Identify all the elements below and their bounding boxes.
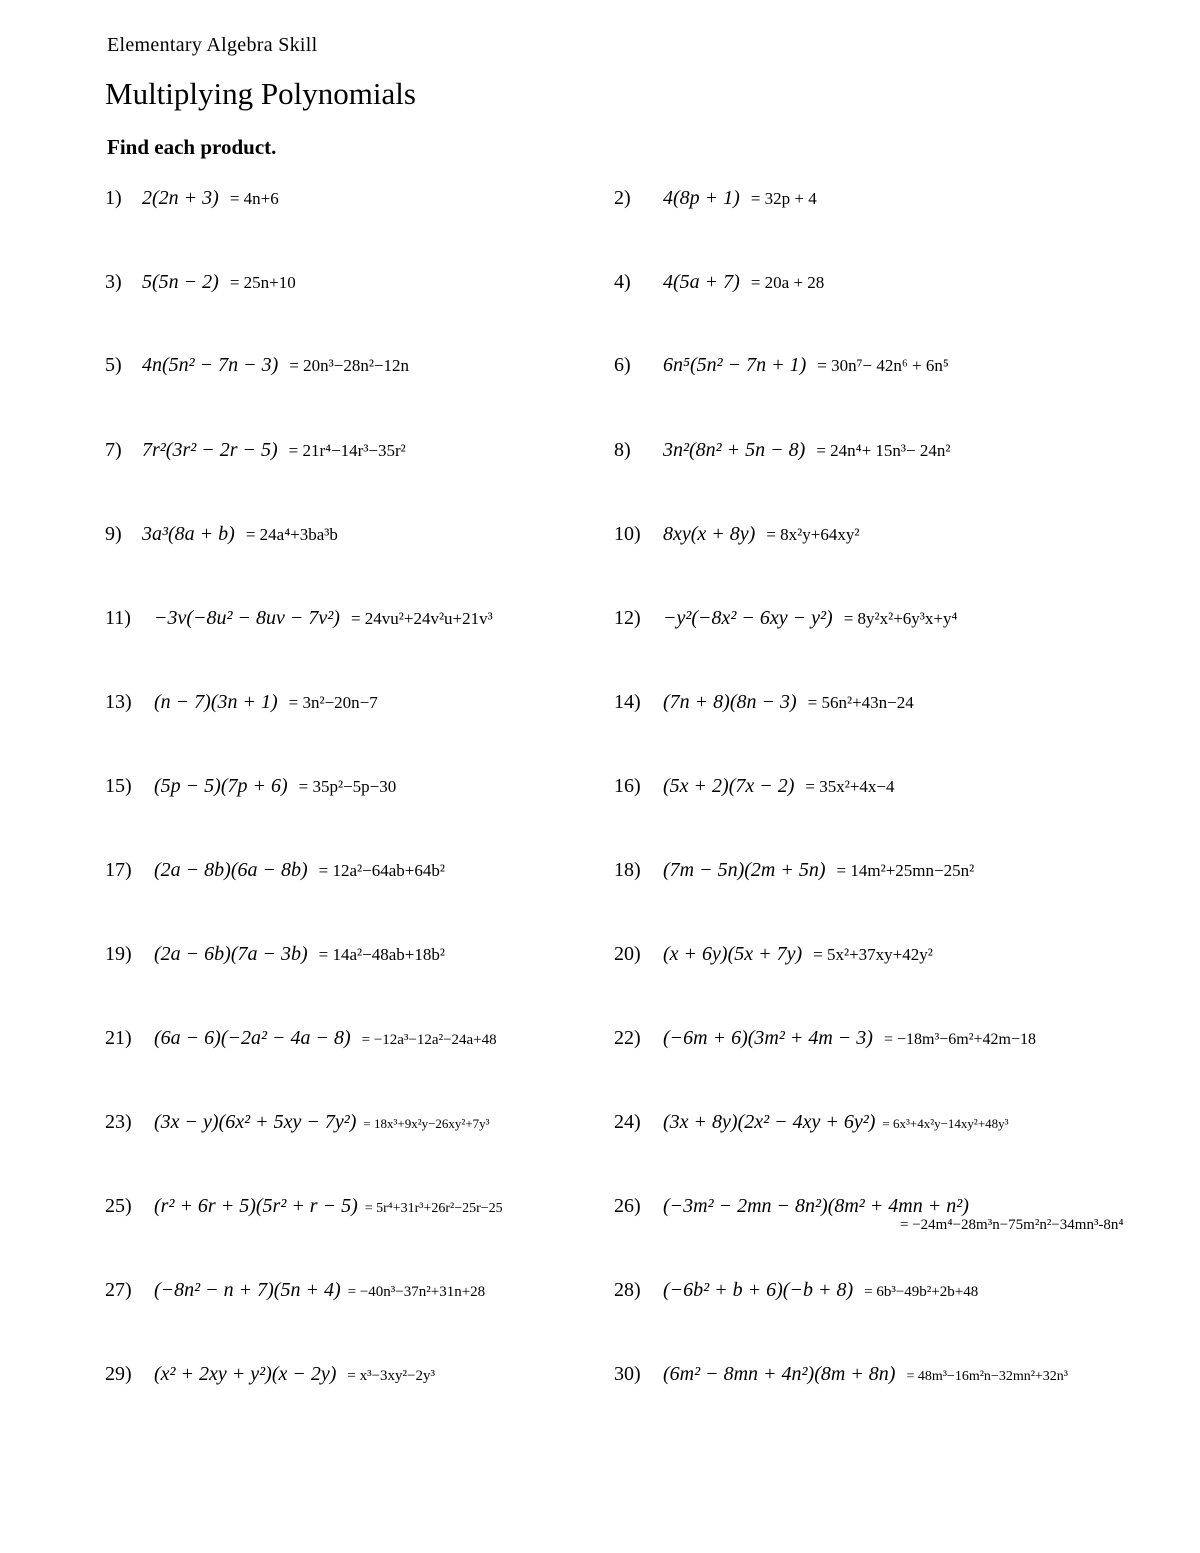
- problem-13: [105, 690, 378, 715]
- problem-answer: = 5x²+37xy+42y²: [813, 945, 933, 964]
- problem-answer: = 6b³−49b²+2b+48: [864, 1284, 979, 1300]
- problem-14: [614, 690, 914, 715]
- problem-number: 18): [614, 859, 641, 881]
- problem-answer: = 24n⁴+ 15n³− 24n²: [816, 441, 951, 460]
- problem-question: 4(5a + 7): [663, 271, 740, 293]
- problem-2: [614, 186, 817, 211]
- problem-23: [105, 1110, 490, 1136]
- problem-number: 6): [614, 354, 631, 376]
- problem-number: 7): [105, 439, 122, 461]
- problem-29: [105, 1362, 435, 1388]
- problem-12: [614, 606, 957, 631]
- problem-answer: = 32p + 4: [750, 189, 817, 208]
- problem-question: (6a − 6)(−2a² − 4a − 8): [154, 1027, 351, 1049]
- problem-question: (3x − y)(6x² + 5xy − 7y²): [154, 1111, 357, 1133]
- problem-number: 29): [105, 1363, 132, 1385]
- problem-number: 23): [105, 1111, 132, 1133]
- problem-number: 1): [105, 187, 122, 209]
- problem-question: (r² + 6r + 5)(5r² + r − 5): [154, 1195, 358, 1217]
- problem-number: 17): [105, 859, 132, 881]
- problem-number: 27): [105, 1279, 132, 1301]
- problem-question: (−3m² − 2mn − 8n²)(8m² + 4mn + n²): [663, 1195, 969, 1217]
- problem-question: 2(2n + 3): [142, 187, 219, 209]
- problem-question: (x + 6y)(5x + 7y): [663, 943, 803, 965]
- problem-answer: = 30n⁷− 42n⁶ + 6n⁵: [817, 356, 949, 375]
- problem-3: [105, 270, 296, 295]
- problem-question: 3a³(8a + b): [142, 523, 235, 545]
- problem-24: [614, 1110, 1009, 1136]
- problem-answer: = 20a + 28: [750, 273, 825, 292]
- problem-30: [614, 1362, 1068, 1389]
- problem-answer: = −18m³−6m²+42m−18: [883, 1031, 1036, 1048]
- problem-answer: = −40n³−37n²+31n+28: [347, 1284, 486, 1300]
- problem-answer: = 5r⁴+31r³+26r²−25r−25: [364, 1201, 503, 1216]
- problem-question: (−6b² + b + 6)(−b + 8): [663, 1279, 854, 1301]
- problem-number: 19): [105, 943, 132, 965]
- problem-number: 22): [614, 1027, 641, 1049]
- worksheet-title: Multiplying Polynomials: [105, 76, 416, 111]
- problem-answer: = 8x²y+64xy²: [766, 525, 860, 544]
- problem-9: [105, 522, 338, 547]
- problem-28: [614, 1278, 978, 1304]
- problem-question: (−6m + 6)(3m² + 4m − 3): [663, 1027, 873, 1049]
- problem-answer: = 6x³+4x²y−14xy²+48y³: [882, 1116, 1009, 1131]
- problem-16: [614, 774, 895, 799]
- problem-number: 2): [614, 187, 631, 209]
- problem-15: [105, 774, 396, 799]
- problem-answer: = 3n²−20n−7: [288, 693, 378, 712]
- problem-question: (7n + 8)(8n − 3): [663, 691, 797, 713]
- problem-11: [105, 606, 493, 631]
- problem-question: 6n⁵(5n² − 7n + 1): [663, 354, 807, 376]
- problem-number: 5): [105, 354, 122, 376]
- problem-number: 16): [614, 775, 641, 797]
- problem-question: 8xy(x + 8y): [663, 523, 756, 545]
- problem-8: [614, 438, 950, 463]
- problem-26-answer: = −24m⁴−28m³n−75m²n²−34mn³-8n⁴: [900, 1217, 1124, 1233]
- problem-18: [614, 858, 974, 883]
- problem-number: 11): [105, 607, 131, 629]
- problem-number: 28): [614, 1279, 641, 1301]
- problem-number: 12): [614, 607, 641, 629]
- problem-22: [614, 1026, 1036, 1052]
- problem-answer: = 24a⁴+3ba³b: [245, 525, 338, 544]
- problem-5: [105, 353, 409, 378]
- problem-question: (5p − 5)(7p + 6): [154, 775, 288, 797]
- problem-question: 7r²(3r² − 2r − 5): [142, 439, 278, 461]
- problem-number: 30): [614, 1363, 641, 1385]
- problem-question: 3n²(8n² + 5n − 8): [663, 439, 806, 461]
- problem-number: 15): [105, 775, 132, 797]
- problem-answer: = 4n+6: [229, 189, 279, 208]
- problem-answer: = 18x³+9x²y−26xy²+7y³: [363, 1116, 490, 1131]
- problem-question: −3v(−8u² − 8uv − 7v²): [154, 607, 340, 629]
- problem-answer: = 12a²−64ab+64b²: [318, 861, 445, 880]
- problem-answer: = 14a²−48ab+18b²: [318, 945, 445, 964]
- problem-answer: = 14m²+25mn−25n²: [836, 861, 975, 880]
- problem-number: 25): [105, 1195, 132, 1217]
- problem-answer: = 20n³−28n²−12n: [289, 356, 410, 375]
- problem-6: [614, 353, 949, 378]
- problem-1: [105, 186, 279, 211]
- problem-answer: = 25n+10: [229, 273, 296, 292]
- problem-answer: = −12a³−12a²−24a+48: [361, 1032, 497, 1048]
- problem-21: [105, 1026, 497, 1052]
- problem-question: (−8n² − n + 7)(5n + 4): [154, 1279, 341, 1301]
- problem-number: 8): [614, 439, 631, 461]
- instructions: Find each product.: [107, 135, 277, 159]
- problem-question: (7m − 5n)(2m + 5n): [663, 859, 826, 881]
- problem-question: (5x + 2)(7x − 2): [663, 775, 795, 797]
- problem-19: [105, 942, 445, 967]
- problem-20: [614, 942, 933, 967]
- problem-question: −y²(−8x² − 6xy − y²): [663, 607, 833, 629]
- problem-question: (3x + 8y)(2x² − 4xy + 6y²): [663, 1111, 876, 1133]
- problem-question: 4(8p + 1): [663, 187, 740, 209]
- problem-26: [614, 1194, 969, 1218]
- problem-question: (x² + 2xy + y²)(x − 2y): [154, 1363, 337, 1385]
- problem-answer: = 21r⁴−14r³−35r²: [288, 441, 406, 460]
- problem-answer: = x³−3xy²−2y³: [347, 1368, 436, 1384]
- problem-answer: = 35x²+4x−4: [805, 777, 895, 796]
- problem-number: 3): [105, 271, 122, 293]
- problem-number: 9): [105, 523, 122, 545]
- problem-answer: = 48m³−16m²n−32mn²+32n³: [906, 1369, 1068, 1384]
- problem-number: 10): [614, 523, 641, 545]
- problem-4: [614, 270, 824, 295]
- problem-question: 4n(5n² − 7n − 3): [142, 354, 279, 376]
- problem-answer: = 24vu²+24v²u+21v³: [350, 609, 493, 628]
- problem-question: 5(5n − 2): [142, 271, 219, 293]
- worksheet-label: Elementary Algebra Skill: [107, 34, 318, 56]
- problem-25: [105, 1194, 503, 1221]
- problem-number: 24): [614, 1111, 641, 1133]
- problem-number: 14): [614, 691, 641, 713]
- problem-17: [105, 858, 445, 883]
- problem-number: 26): [614, 1195, 641, 1217]
- problem-7: [105, 438, 406, 463]
- problem-question: (2a − 8b)(6a − 8b): [154, 859, 308, 881]
- problem-number: 4): [614, 271, 631, 293]
- problem-number: 13): [105, 691, 132, 713]
- problem-27: [105, 1278, 485, 1304]
- problem-question: (2a − 6b)(7a − 3b): [154, 943, 308, 965]
- problem-answer: = 35p²−5p−30: [298, 777, 397, 796]
- problem-10: [614, 522, 859, 547]
- problem-answer: = 56n²+43n−24: [807, 693, 914, 712]
- problem-number: 20): [614, 943, 641, 965]
- problem-answer: = 8y²x²+6y³x+y⁴: [843, 609, 958, 628]
- problem-question: (6m² − 8mn + 4n²)(8m + 8n): [663, 1363, 896, 1385]
- problem-number: 21): [105, 1027, 132, 1049]
- problem-question: (n − 7)(3n + 1): [154, 691, 278, 713]
